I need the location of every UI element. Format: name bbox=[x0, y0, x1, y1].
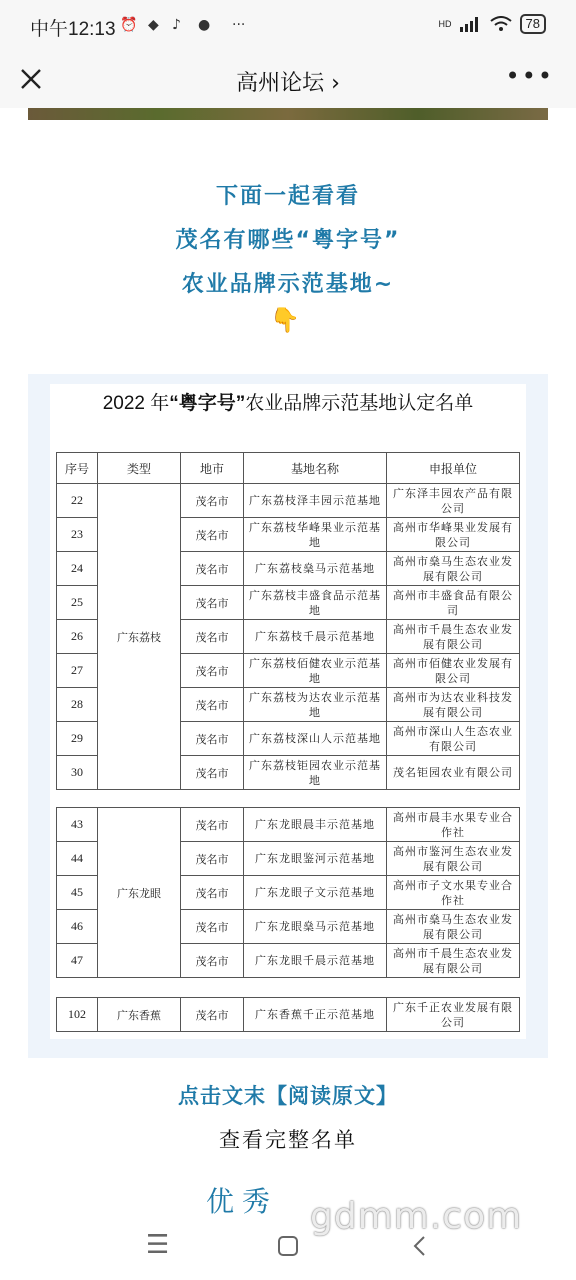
table-header-row bbox=[57, 453, 520, 484]
table-row: 23 茂名市 广东荔枝华峰果业示范基地 高州市华峰果业发展有限公司 bbox=[57, 518, 520, 552]
table-row: 102 广东香蕉 茂名市 广东香蕉千正示范基地 广东千正农业发展有限公司 bbox=[57, 998, 520, 1032]
type-cell: 广东荔枝 bbox=[98, 484, 181, 790]
table-row: 25 茂名市 广东荔枝丰盛食品示范基地 高州市丰盛食品有限公司 bbox=[57, 586, 520, 620]
view-full-list-text: 查看完整名单 bbox=[219, 1128, 357, 1152]
signal-icon bbox=[460, 16, 482, 32]
table-row: 28 茂名市 广东荔枝为达农业示范基地 高州市为达农业科技发展有限公司 bbox=[57, 688, 520, 722]
table-row: 47 茂名市 广东龙眼千晨示范基地 高州市千晨生态农业发展有限公司 bbox=[57, 944, 520, 978]
list-title-rest: 农业品牌示范基地认定名单 bbox=[245, 393, 474, 414]
top-navigation-bar bbox=[0, 52, 576, 108]
site-watermark: gdmm.com bbox=[310, 1196, 523, 1237]
tiktok-icon: ♪ bbox=[172, 17, 181, 33]
list-title bbox=[50, 388, 526, 415]
intro-line-2: 茂名有哪些“粤字号” bbox=[175, 228, 401, 253]
more-options-icon[interactable]: ••• bbox=[505, 62, 554, 90]
system-navigation-bar bbox=[0, 1212, 576, 1280]
app-notification-icon-2: ● bbox=[198, 17, 211, 33]
brand-logo-fragment: 优秀 bbox=[206, 1185, 279, 1218]
battery-indicator: 78 bbox=[520, 14, 546, 34]
hd-label: HD bbox=[438, 19, 452, 29]
table-row: 29 茂名市 广东荔枝深山人示范基地 高州市深山人生态农业有限公司 bbox=[57, 722, 520, 756]
home-icon[interactable] bbox=[276, 1234, 300, 1258]
table-row: 24 茂名市 广东荔枝燊马示范基地 高州市燊马生态农业发展有限公司 bbox=[57, 552, 520, 586]
header-image-fragment bbox=[28, 108, 548, 120]
list-table-litchi bbox=[56, 452, 520, 790]
page-title[interactable]: 高州论坛 › bbox=[236, 71, 340, 96]
table-row: 46 茂名市 广东龙眼燊马示范基地 高州市燊马生态农业发展有限公司 bbox=[57, 910, 520, 944]
intro-text bbox=[0, 175, 576, 307]
intro-line-3: 农业品牌示范基地~ bbox=[181, 272, 395, 297]
table-row: 26 茂名市 广东荔枝千晨示范基地 高州市千晨生态农业发展有限公司 bbox=[57, 620, 520, 654]
alarm-icon: ⏰ bbox=[120, 17, 138, 33]
read-original-prompt: 点击文末【阅读原文】 bbox=[178, 1084, 398, 1108]
header-city: 地市 bbox=[181, 453, 244, 484]
list-table-banana bbox=[56, 997, 520, 1032]
table-row: 45 茂名市 广东龙眼子文示范基地 高州市子文水果专业合作社 bbox=[57, 876, 520, 910]
table-row: 27 茂名市 广东荔枝佰健农业示范基地 高州市佰健农业发展有限公司 bbox=[57, 654, 520, 688]
intro-line-1: 下面一起看看 bbox=[215, 184, 360, 209]
pointing-down-icon: 👇 bbox=[270, 306, 300, 334]
header-type: 类型 bbox=[98, 453, 181, 484]
list-title-year: 2022 年 bbox=[102, 393, 170, 414]
table-row: 43 广东龙眼 茂名市 广东龙眼晨丰示范基地 高州市晨丰水果专业合作社 bbox=[57, 808, 520, 842]
type-cell: 广东龙眼 bbox=[98, 808, 181, 978]
header-no: 序号 bbox=[57, 453, 98, 484]
list-table-longan bbox=[56, 807, 520, 978]
header-base: 基地名称 bbox=[244, 453, 387, 484]
menu-icon[interactable]: ☰ bbox=[146, 1230, 170, 1260]
list-title-brand: “粤字号” bbox=[169, 393, 246, 414]
wifi-icon bbox=[490, 16, 512, 32]
table-row: 44 茂名市 广东龙眼鉴河示范基地 高州市鉴河生态农业发展有限公司 bbox=[57, 842, 520, 876]
back-icon[interactable] bbox=[410, 1234, 430, 1258]
status-bar bbox=[0, 0, 576, 52]
status-time: 中午12:13 bbox=[30, 19, 116, 40]
header-unit: 申报单位 bbox=[387, 453, 520, 484]
table-row: 30 茂名市 广东荔枝钜园农业示范基地 茂名钜园农业有限公司 bbox=[57, 756, 520, 790]
more-notifications-icon: ··· bbox=[232, 17, 246, 33]
table-row: 22 广东荔枝 茂名市 广东荔枝泽丰园示范基地 广东泽丰园农产品有限公司 bbox=[57, 484, 520, 518]
type-cell: 广东香蕉 bbox=[98, 998, 181, 1032]
app-notification-icon: ◆ bbox=[148, 17, 159, 33]
